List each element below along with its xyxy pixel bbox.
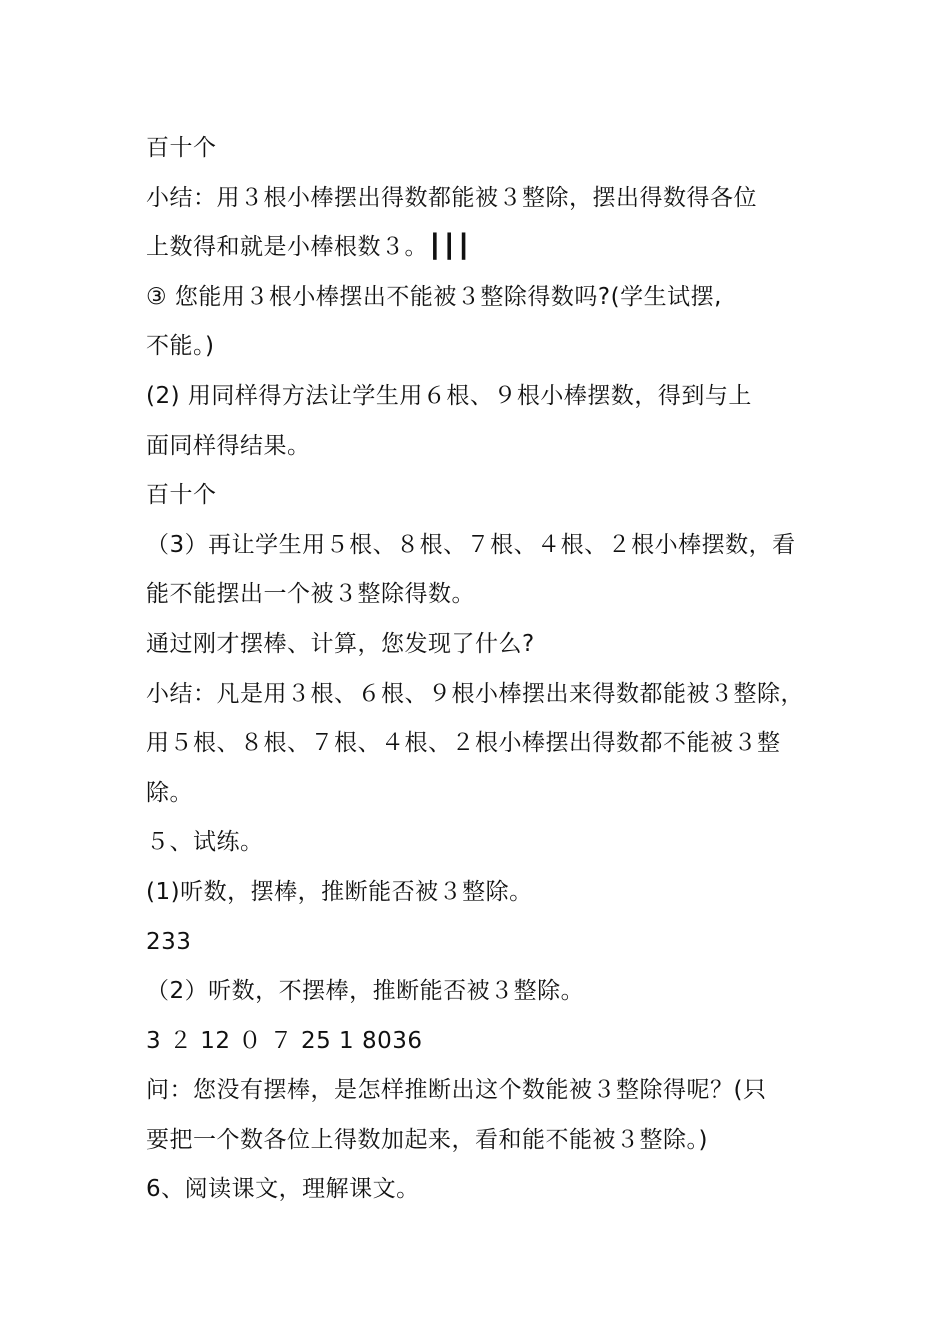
text-line-2: 小结：用３根小棒摆出得数都能被３整除，摆出得数得各位 — [146, 184, 757, 211]
text-line-12: 小结：凡是用３根、６根、９根小棒摆出来得数都能被３整除， — [146, 680, 804, 707]
text-line-18: （2）听数，不摆棒，推断能否被３整除。 — [146, 978, 585, 1005]
text-line-11: 通过刚才摆棒、计算，您发现了什么? — [146, 630, 535, 657]
text-line-16: (1)听数，摆棒，推断能否被３整除。 — [146, 878, 533, 905]
text-line-1: 百十个 — [146, 135, 217, 161]
text-line-20: 问：您没有摆棒，是怎样推断出这个数能被３整除得呢？(只 — [146, 1077, 767, 1104]
text-line-5: 不能。) — [146, 333, 215, 360]
text-line-21: 要把一个数各位上得数加起来，看和能不能被３整除。) — [146, 1126, 708, 1153]
text-line-8: 百十个 — [146, 482, 217, 509]
text-line-3: 上数得和就是小棒根数３。┃┃┃ — [146, 234, 472, 261]
text-line-14: 除。 — [146, 779, 193, 806]
text-line-15: ５、试练。 — [146, 829, 264, 856]
text-line-19: 3 ２ 12 ０ ７ 25 1 8036 — [146, 1027, 423, 1054]
text-line-6: (2) 用同样得方法让学生用６根、９根小棒摆数，得到与上 — [146, 382, 752, 409]
text-line-9: （3）再让学生用５根、８根、７根、４根、２根小棒摆数，看 — [146, 531, 796, 558]
text-line-22: 6、阅读课文，理解课文。 — [146, 1176, 420, 1203]
text-line-7: 面同样得结果。 — [146, 432, 311, 459]
document-body — [146, 124, 836, 1215]
text-line-10: 能不能摆出一个被３整除得数。 — [146, 581, 475, 608]
text-line-4: ③ 您能用３根小棒摆出不能被３整除得数吗?(学生试摆, — [146, 283, 722, 310]
text-line-13: 用５根、８根、７根、４根、２根小棒摆出得数都不能被３整 — [146, 730, 781, 757]
text-line-17: 233 — [146, 928, 192, 955]
